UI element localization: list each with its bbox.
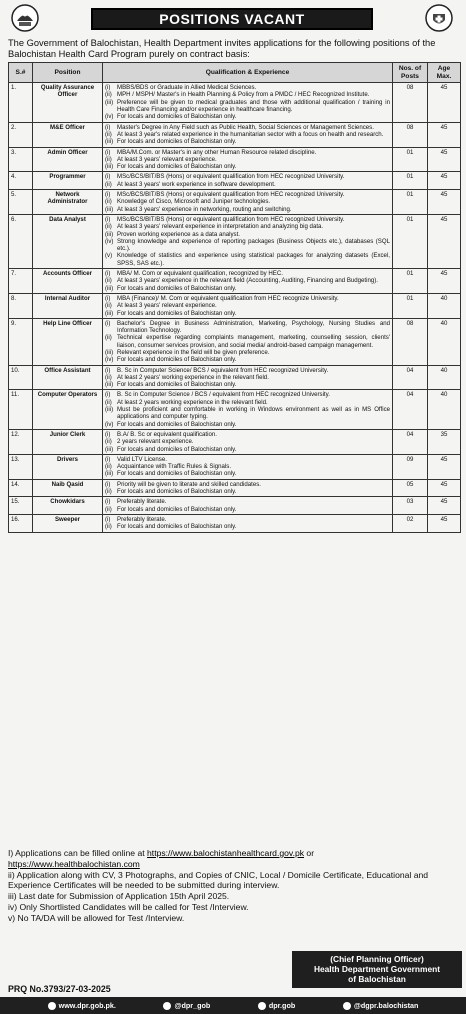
qualification-numeral: (iii) (105, 381, 114, 389)
table-row (9, 479, 461, 497)
qualification-text: MPH / MSPH/ Master's in Health Planning & Policy from a PMDC / HEC Recognized Institute. (117, 91, 370, 99)
row-age: 40 (428, 365, 461, 390)
qualification-text: 2 years relevant experience. (117, 438, 194, 446)
row-qualification (103, 429, 393, 454)
qualification-item (105, 310, 390, 317)
qualification-numeral: (iii) (105, 406, 114, 414)
table-row (9, 122, 461, 147)
row-position: M&E Officer (33, 122, 103, 147)
signatory-title: (Chief Planning Officer) (330, 954, 424, 964)
qualification-text: MSc/BCS/BIT/BS (Hons) or equivalent qualification from HEC recognized University. (117, 191, 345, 199)
row-position: Computer Operators (33, 390, 103, 429)
qualification-text: At least 3 years' relevant experience. (117, 155, 217, 163)
qualification-text: For locals and domiciles of Balochistan only. (117, 309, 237, 317)
row-age: 45 (428, 514, 461, 532)
table-row (9, 214, 461, 268)
row-position: Sweeper (33, 514, 103, 532)
header-sn: S.# (9, 63, 33, 83)
social-bar (0, 997, 466, 1014)
row-posts: 08 (393, 83, 428, 122)
qualification-item (105, 198, 390, 205)
table-row (9, 365, 461, 390)
row-age: 45 (428, 454, 461, 479)
qualification-numeral: (iii) (105, 230, 114, 238)
qualification-numeral: (ii) (105, 505, 112, 513)
qualification-text: MSc/BCS/BIT/BS (Hons) or equivalent qualification from HEC recognized University. (117, 215, 345, 223)
row-qualification (103, 479, 393, 497)
qualification-item (105, 163, 390, 170)
qualification-numeral: (i) (105, 480, 111, 488)
row-age: 45 (428, 479, 461, 497)
social-label: @dgpr.balochistan (353, 1001, 419, 1010)
row-position: Internal Auditor (33, 293, 103, 318)
social-link[interactable] (343, 1001, 419, 1010)
qualification-item (105, 374, 390, 381)
qualification-numeral: (i) (105, 84, 111, 92)
balochistan-emblem-icon (10, 3, 40, 33)
row-position: Drivers (33, 454, 103, 479)
qualification-text: For locals and domiciles of Balochistan only. (117, 356, 237, 364)
row-qualification (103, 83, 393, 122)
qualification-item (105, 191, 390, 198)
row-serial: 7. (9, 269, 33, 294)
qualification-text: B. Sc in Computer Science / BCS / equivalent from HEC recognized University. (117, 391, 330, 399)
row-qualification (103, 214, 393, 268)
qualification-text: For locals and domiciles of Balochistan only. (117, 113, 237, 121)
table-row (9, 269, 461, 294)
note-2: ii) Application along with CV, 3 Photographs, and Copies of CNIC, Local / Domicile Certificate, Educational and Experience Certificates will be needed to be submitted during interview. (8, 869, 429, 891)
note-1 (8, 848, 460, 859)
qualification-item (105, 367, 390, 374)
note-1-or: or (304, 848, 315, 858)
row-serial: 14. (9, 479, 33, 497)
table-row (9, 318, 461, 365)
row-position: Admin Officer (33, 147, 103, 172)
qualification-item (105, 216, 390, 223)
qualification-text: At least 3 years' work experience in software development. (117, 180, 276, 188)
row-posts: 04 (393, 429, 428, 454)
signatory-box (292, 951, 462, 988)
qualification-text: Preferably literate. (117, 498, 167, 506)
row-posts: 03 (393, 497, 428, 515)
qualification-numeral: (i) (105, 191, 111, 199)
qualification-item (105, 270, 390, 277)
qualification-text: For locals and domiciles of Balochistan only. (117, 470, 237, 478)
row-serial: 6. (9, 214, 33, 268)
row-posts: 04 (393, 365, 428, 390)
row-position: Data Analyst (33, 214, 103, 268)
row-qualification (103, 172, 393, 190)
qualification-numeral: (ii) (105, 180, 112, 188)
table-row (9, 190, 461, 215)
qualification-item (105, 181, 390, 188)
qualification-item (105, 277, 390, 284)
globe-icon (48, 1002, 56, 1010)
web-icon (258, 1002, 266, 1010)
qualification-text: For locals and domiciles of Balochistan only. (117, 505, 237, 513)
row-qualification (103, 390, 393, 429)
qualification-numeral: (ii) (105, 334, 112, 342)
table-row (9, 454, 461, 479)
row-qualification (103, 514, 393, 532)
row-age: 45 (428, 269, 461, 294)
row-age: 40 (428, 318, 461, 365)
row-age: 45 (428, 497, 461, 515)
header-age: Age Max. (428, 63, 461, 83)
qualification-numeral: (i) (105, 515, 111, 523)
qualification-text: Valid LTV License. (117, 455, 167, 463)
qualification-text: Bachelor's Degree in Business Administration, Marketing, Psychology, Nursing Studies and Information Technology. (117, 319, 390, 335)
row-serial: 5. (9, 190, 33, 215)
qualification-numeral: (iii) (105, 98, 114, 106)
qualification-numeral: (iv) (105, 113, 114, 121)
qualification-text: For locals and domiciles of Balochistan only. (117, 381, 237, 389)
row-age: 45 (428, 83, 461, 122)
qualification-numeral: (iv) (105, 237, 114, 245)
qualification-text: MSc/BCS/BIT/BS (Hons) or equivalent qualification from HEC recognized University. (117, 173, 345, 181)
qualification-item (105, 516, 390, 523)
qualification-text: At least 3 years' relevant experience in interpretation and analyzing big data. (117, 223, 324, 231)
social-label: www.dpr.gob.pk. (58, 1001, 116, 1010)
qualification-numeral: (ii) (105, 398, 112, 406)
link-balochistan-health-card[interactable]: https://www.balochistanhealthcard.gov.pk (147, 848, 305, 858)
qualification-text: For locals and domiciles of Balochistan only. (117, 488, 237, 496)
qualification-item (105, 506, 390, 513)
row-posts: 02 (393, 514, 428, 532)
qualification-numeral: (iv) (105, 356, 114, 364)
row-posts: 01 (393, 269, 428, 294)
row-qualification (103, 293, 393, 318)
row-serial: 13. (9, 454, 33, 479)
qualification-item (105, 231, 390, 238)
row-serial: 11. (9, 390, 33, 429)
row-position: Quality Assurance Officer (33, 83, 103, 122)
qualification-numeral: (ii) (105, 91, 112, 99)
row-qualification (103, 147, 393, 172)
row-age: 35 (428, 429, 461, 454)
table-row (9, 147, 461, 172)
row-age: 40 (428, 390, 461, 429)
qualification-numeral: (iii) (105, 445, 114, 453)
qualification-text: At least 3 years' experience in networking, routing and switching. (117, 205, 292, 213)
row-position: Programmer (33, 172, 103, 190)
qualification-text: Acquaintance with Traffic Rules & Signals. (117, 463, 232, 471)
header-qualification: Qualification & Experience (103, 63, 393, 83)
qualification-item (105, 320, 390, 335)
row-age: 45 (428, 122, 461, 147)
qualification-numeral: (iii) (105, 284, 114, 292)
qualification-numeral: (ii) (105, 438, 112, 446)
qualification-text: Knowledge of Cisco, Microsoft and Juniper technologies. (117, 198, 271, 206)
qualification-item (105, 149, 390, 156)
qualification-text: For locals and domiciles of Balochistan only. (117, 284, 237, 292)
qualification-item (105, 498, 390, 505)
qualification-numeral: (i) (105, 270, 111, 278)
row-position: Help Line Officer (33, 318, 103, 365)
qualification-numeral: (ii) (105, 277, 112, 285)
table-row (9, 172, 461, 190)
qualification-text: For locals and domiciles of Balochistan only. (117, 138, 237, 146)
qualification-numeral: (i) (105, 391, 111, 399)
qualification-text: B. Sc in Computer Science/ BCS / equivalent from HEC recognized University. (117, 366, 329, 374)
social-link[interactable] (163, 1001, 210, 1010)
qualification-text: MBBS/BDS or Graduate in Allied Medical Sciences. (117, 84, 257, 92)
qualification-numeral: (i) (105, 319, 111, 327)
row-qualification (103, 454, 393, 479)
row-posts: 08 (393, 122, 428, 147)
qualification-item (105, 156, 390, 163)
row-posts: 01 (393, 190, 428, 215)
row-position: Naib Qasid (33, 479, 103, 497)
qualification-numeral: (i) (105, 430, 111, 438)
note-3: iii) Last date for Submission of Application 15th April 2025. (8, 891, 230, 902)
qualification-item (105, 421, 390, 428)
qualification-item (105, 456, 390, 463)
qualification-item (105, 131, 390, 138)
table-row (9, 83, 461, 122)
header-position: Position (33, 63, 103, 83)
qualification-item (105, 470, 390, 477)
qualification-text: Must be proficient and comfortable in working in Windows environment as well as in MS Office applications and computer typing. (117, 406, 390, 421)
qualification-text: Strong knowledge and experience of reporting packages (Business Objects etc.), databases (SQL etc.). (117, 237, 390, 253)
qualification-numeral: (iii) (105, 348, 114, 356)
row-posts: 01 (393, 293, 428, 318)
qualification-item (105, 446, 390, 453)
qualification-text: Proven working experience as a data analyst. (117, 230, 240, 238)
qualification-item (105, 124, 390, 131)
qualification-text: At least 2 years' working experience in the relevant field. (117, 373, 269, 381)
qualification-numeral: (iii) (105, 138, 114, 146)
row-age: 45 (428, 190, 461, 215)
qualification-item (105, 406, 390, 421)
qualification-text: For locals and domiciles of Balochistan only. (117, 445, 237, 453)
row-position: Accounts Officer (33, 269, 103, 294)
qualification-item (105, 399, 390, 406)
qualification-text: B.A/ B. Sc or equivalent qualification. (117, 430, 217, 438)
qualification-numeral: (i) (105, 455, 111, 463)
qualification-item (105, 173, 390, 180)
row-age: 45 (428, 172, 461, 190)
qualification-text: MBA (Finance)/ M. Com or equivalent qualification from HEC recognize University. (117, 294, 339, 302)
qualification-numeral: (iii) (105, 163, 114, 171)
qualification-numeral: (i) (105, 294, 111, 302)
qualification-item (105, 84, 390, 91)
qualification-text: At least 2 years working experience in the relevant field. (117, 398, 268, 406)
qualification-numeral: (i) (105, 215, 111, 223)
qualification-text: Preference will be given to medical graduates and those with additional qualification / training in Health Care Financing and/or experience in healthcare financing. (117, 98, 390, 114)
x-icon (163, 1002, 171, 1010)
row-age: 45 (428, 147, 461, 172)
qualification-numeral: (ii) (105, 523, 112, 531)
row-qualification (103, 497, 393, 515)
qualification-item (105, 295, 390, 302)
row-serial: 4. (9, 172, 33, 190)
social-label: @dpr_gob (174, 1001, 211, 1010)
row-qualification (103, 318, 393, 365)
row-qualification (103, 122, 393, 147)
qualification-item (105, 488, 390, 495)
row-posts: 01 (393, 214, 428, 268)
qualification-numeral: (i) (105, 498, 111, 506)
row-serial: 16. (9, 514, 33, 532)
qualification-numeral: (i) (105, 366, 111, 374)
qualification-text: Preferably literate. (117, 515, 167, 523)
qualification-numeral: (ii) (105, 302, 112, 310)
qualification-numeral: (iii) (105, 309, 114, 317)
qualification-text: MBA/ M. Com or equivalent qualification, recognized by HEC. (117, 270, 283, 278)
link-health-balochistan[interactable]: https://www.healthbalochistan.com (8, 858, 140, 869)
facebook-icon (343, 1002, 351, 1010)
qualification-item (105, 438, 390, 445)
note-5: v) No TA/DA will be allowed for Test /Interview. (8, 912, 185, 923)
health-card-logo-icon (424, 3, 454, 33)
row-age: 45 (428, 214, 461, 268)
prq-number: PRQ No.3793/27-03-2025 (8, 984, 111, 994)
qualification-numeral: (iii) (105, 205, 114, 213)
qualification-item (105, 349, 390, 356)
qualification-numeral: (iv) (105, 420, 114, 428)
social-link[interactable] (48, 1001, 116, 1010)
row-position: Chowkidars (33, 497, 103, 515)
row-posts: 08 (393, 318, 428, 365)
note-4: iv) Only Shortlisted Candidates will be called for Test /Interview. (8, 901, 249, 912)
qualification-item (105, 381, 390, 388)
qualification-numeral: (i) (105, 173, 111, 181)
qualification-item (105, 91, 390, 98)
row-serial: 9. (9, 318, 33, 365)
qualification-text: Priority will be given to literate and skilled candidates. (117, 480, 261, 488)
qualification-item (105, 431, 390, 438)
qualification-text: MBA/M.Com. or Master's in any other Human Resource related discipline. (117, 148, 317, 156)
note-1-text: I) Applications can be filled online at (8, 848, 148, 858)
social-link[interactable] (258, 1001, 295, 1010)
qualification-text: For locals and domiciles of Balochistan only. (117, 420, 237, 428)
row-serial: 10. (9, 365, 33, 390)
row-qualification (103, 269, 393, 294)
qualification-numeral: (i) (105, 123, 111, 131)
row-position: Junior Clerk (33, 429, 103, 454)
qualification-numeral: (ii) (105, 223, 112, 231)
qualification-item (105, 463, 390, 470)
qualification-numeral: (ii) (105, 198, 112, 206)
row-qualification (103, 190, 393, 215)
qualification-text: Knowledge of statistics and experience using statistical packages for analyzing datasets (Excel, SPSS, SAS etc.). (117, 252, 390, 267)
qualification-text: Technical expertise regarding complaints management, marketing, counselling session, clients' liaison, consumer services provision, and social media/ android-based campaign management. (117, 334, 390, 349)
qualification-text: Master's Degree in Any Field such as Public Health, Social Sciences or Management Sciences. (117, 123, 374, 131)
intro-text: The Government of Balochistan, Health Department invites applications for the following positions of the Balochistan Health Card Program purely on contract basis: (8, 38, 436, 59)
row-posts: 01 (393, 172, 428, 190)
qualification-item (105, 391, 390, 398)
qualification-text: At least 3 years' experience in the relevant field (Accounting, Auditing, Financing and Budgeting). (117, 277, 378, 285)
row-posts: 04 (393, 390, 428, 429)
row-serial: 1. (9, 83, 33, 122)
row-age: 40 (428, 293, 461, 318)
qualification-item (105, 252, 390, 267)
qualification-text: For locals and domiciles of Balochistan only. (117, 163, 237, 171)
table-row (9, 293, 461, 318)
qualification-text: For locals and domiciles of Balochistan only. (117, 523, 237, 531)
qualification-item (105, 138, 390, 145)
qualification-numeral: (ii) (105, 155, 112, 163)
positions-table (8, 62, 461, 533)
row-qualification (103, 365, 393, 390)
qualification-item (105, 334, 390, 349)
header (0, 0, 466, 40)
qualification-item (105, 238, 390, 253)
signatory-dept: Health Department Government (313, 964, 441, 975)
page-title: POSITIONS VACANT (91, 8, 373, 30)
qualification-numeral: (ii) (105, 463, 112, 471)
qualification-text: Relevant experience in the field will be given preference. (117, 348, 270, 356)
qualification-item (105, 113, 390, 120)
row-posts: 05 (393, 479, 428, 497)
qualification-item (105, 356, 390, 363)
qualification-item (105, 285, 390, 292)
social-label: dpr.gob (268, 1001, 296, 1010)
row-position: Network Administrator (33, 190, 103, 215)
qualification-item (105, 523, 390, 530)
qualification-item (105, 206, 390, 213)
qualification-numeral: (ii) (105, 373, 112, 381)
row-serial: 3. (9, 147, 33, 172)
qualification-numeral: (i) (105, 148, 111, 156)
qualification-numeral: (v) (105, 252, 113, 260)
qualification-text: At least 3 years' relevant experience. (117, 302, 217, 310)
table-header-row (9, 63, 461, 83)
table-row (9, 497, 461, 515)
qualification-numeral: (ii) (105, 130, 112, 138)
qualification-item (105, 223, 390, 230)
row-serial: 8. (9, 293, 33, 318)
row-position: Office Assistant (33, 365, 103, 390)
table-body (9, 83, 461, 532)
qualification-numeral: (iii) (105, 470, 114, 478)
header-posts: Nos. of Posts (393, 63, 428, 83)
qualification-item (105, 481, 390, 488)
row-posts: 01 (393, 147, 428, 172)
qualification-numeral: (ii) (105, 488, 112, 496)
row-serial: 15. (9, 497, 33, 515)
table-row (9, 390, 461, 429)
qualification-item (105, 99, 390, 114)
row-posts: 09 (393, 454, 428, 479)
qualification-item (105, 302, 390, 309)
table-row (9, 514, 461, 532)
row-serial: 2. (9, 122, 33, 147)
qualification-text: At least 3 year's related experience in the humanitarian sector with a focus on health and research. (117, 130, 384, 138)
row-serial: 12. (9, 429, 33, 454)
table-row (9, 429, 461, 454)
notes (8, 848, 460, 924)
signatory-gov: of Balochistan (348, 974, 406, 985)
